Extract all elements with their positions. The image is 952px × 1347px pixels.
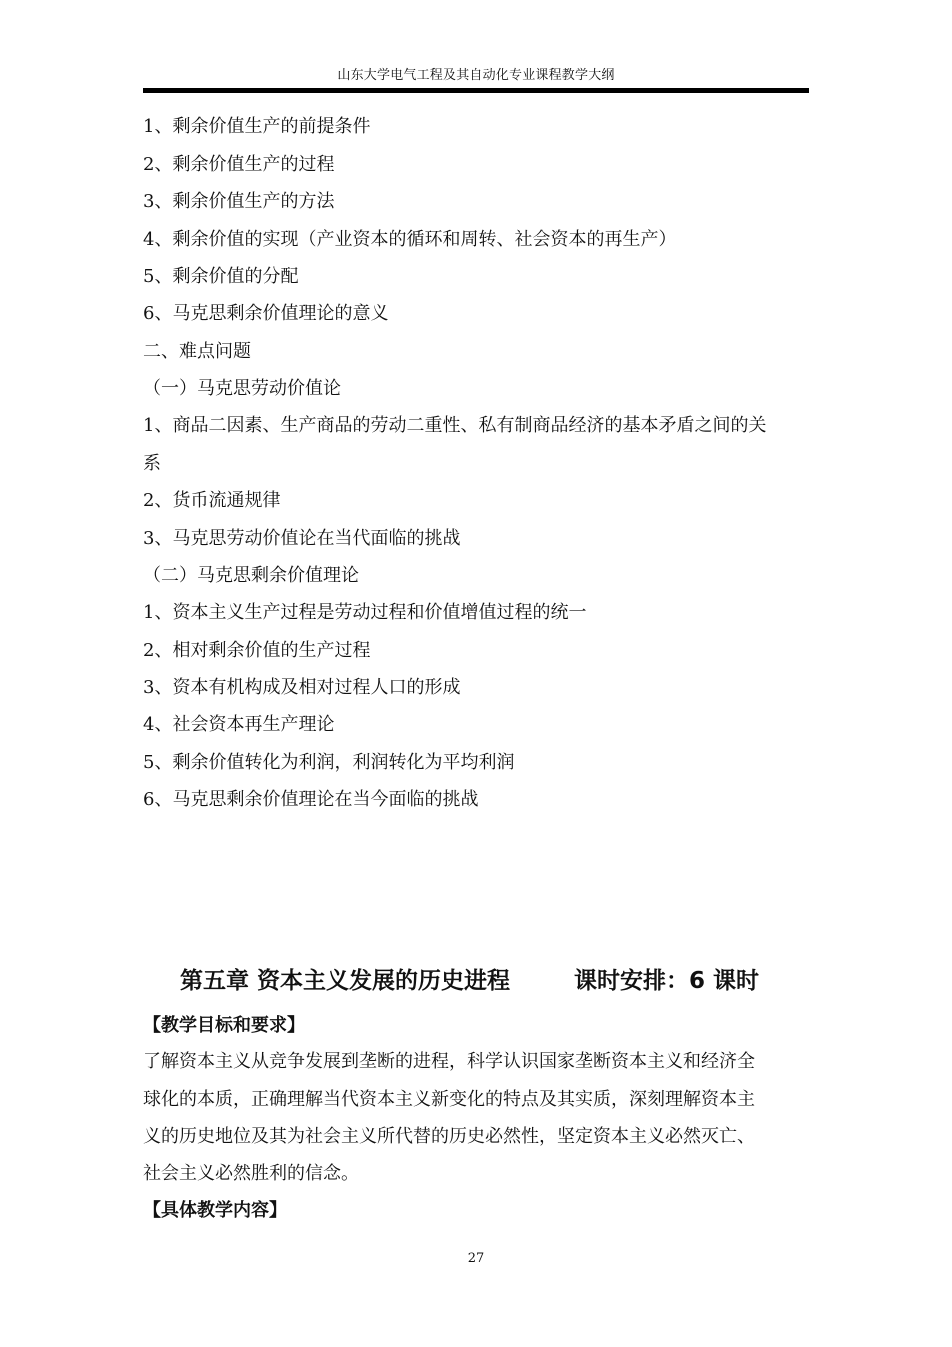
- page-number: 27: [467, 1251, 485, 1266]
- subsection-heading: （二）马克思剩余价值理论: [143, 565, 359, 586]
- text-line: 6、马克思剩余价值理论在当今面临的挑战: [143, 789, 479, 810]
- text-line: 5、剩余价值转化为利润，利润转化为平均利润: [143, 752, 515, 773]
- text-line: 系: [143, 453, 161, 474]
- text-line: 3、马克思劳动价值论在当代面临的挑战: [143, 528, 461, 549]
- text-line: 1、资本主义生产过程是劳动过程和价值增值过程的统一: [143, 602, 587, 623]
- paragraph-line: 了解资本主义从竞争发展到垄断的进程，科学认识国家垄断资本主义和经济全: [143, 1051, 755, 1072]
- subsection-heading: （一）马克思劳动价值论: [143, 378, 341, 399]
- content-heading: 【具体教学内容】: [143, 1200, 287, 1221]
- text-line: 2、货币流通规律: [143, 490, 281, 511]
- chapter-title: 第五章 资本主义发展的历史进程: [180, 968, 511, 994]
- header-rule: [143, 88, 809, 93]
- text-line: 1、剩余价值生产的前提条件: [143, 116, 371, 137]
- text-line: 3、资本有机构成及相对过程人口的形成: [143, 677, 461, 698]
- text-line: 6、马克思剩余价值理论的意义: [143, 303, 389, 324]
- objectives-heading: 【教学目标和要求】: [143, 1015, 305, 1036]
- text-line: 5、剩余价值的分配: [143, 266, 299, 287]
- text-line: 1、商品二因素、生产商品的劳动二重性、私有制商品经济的基本矛盾之间的关: [143, 415, 767, 436]
- paragraph-line: 义的历史地位及其为社会主义所代替的历史必然性，坚定资本主义必然灭亡、: [143, 1126, 755, 1147]
- chapter-hours: 课时安排：6 课时: [574, 968, 760, 994]
- text-line: 3、剩余价值生产的方法: [143, 191, 335, 212]
- section-heading: 二、难点问题: [143, 341, 251, 362]
- text-line: 4、社会资本再生产理论: [143, 714, 335, 735]
- header-title: 山东大学电气工程及其自动化专业课程教学大纲: [337, 68, 615, 83]
- text-line: 2、相对剩余价值的生产过程: [143, 640, 371, 661]
- paragraph-line: 球化的本质，正确理解当代资本主义新变化的特点及其实质，深刻理解资本主: [143, 1089, 755, 1110]
- text-line: 4、剩余价值的实现（产业资本的循环和周转、社会资本的再生产）: [143, 229, 677, 250]
- text-line: 2、剩余价值生产的过程: [143, 154, 335, 175]
- chapter-heading: [180, 966, 759, 996]
- paragraph-line: 社会主义必然胜利的信念。: [143, 1163, 359, 1184]
